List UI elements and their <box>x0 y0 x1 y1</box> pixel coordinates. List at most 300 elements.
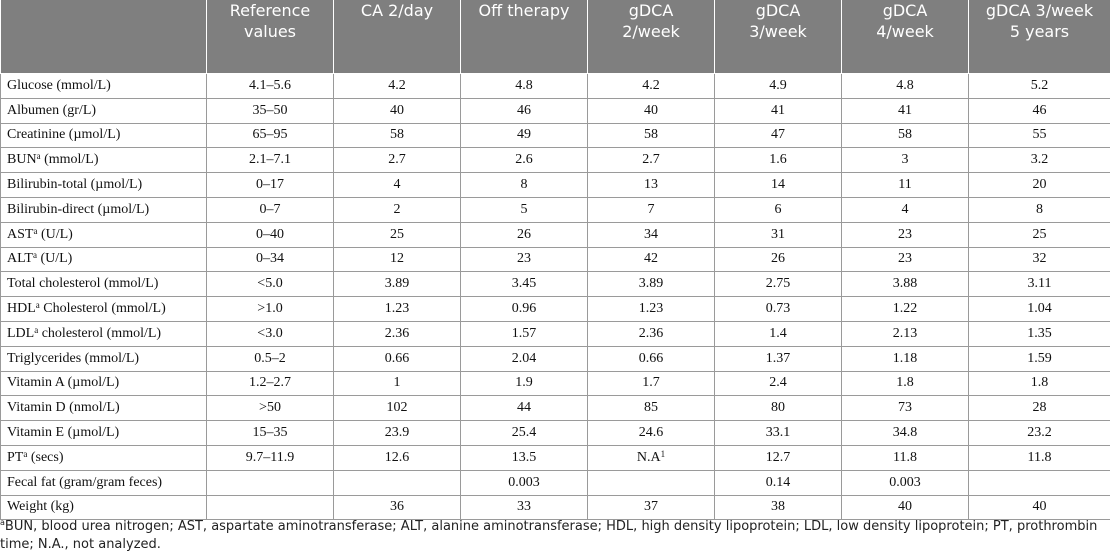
cell-value: 40 <box>644 102 658 118</box>
cell-value: 0.14 <box>765 474 791 490</box>
cell-value: 0–7 <box>259 201 281 217</box>
value-cell <box>334 123 461 148</box>
value-cell <box>842 470 969 495</box>
parameter-name: Total cholesterol (mmol/L) <box>7 276 159 292</box>
column-header <box>207 0 334 74</box>
value-cell <box>461 321 588 346</box>
value-cell <box>588 396 715 421</box>
value-cell <box>588 74 715 99</box>
value-cell <box>588 495 715 520</box>
value-cell <box>842 495 969 520</box>
table-header <box>1 0 1110 74</box>
header-cell-blank <box>1 0 207 74</box>
footnote-marker: a <box>23 448 28 459</box>
parameter-cell <box>1 297 207 322</box>
value-cell <box>588 346 715 371</box>
value-cell <box>461 470 588 495</box>
cell-value: 11.8 <box>893 449 917 465</box>
cell-value: 4 <box>901 201 909 217</box>
value-cell <box>207 123 334 148</box>
value-cell <box>207 197 334 222</box>
cell-value: 24.6 <box>638 425 664 441</box>
value-cell <box>715 222 842 247</box>
value-cell <box>969 272 1110 297</box>
cell-value: 47 <box>771 127 785 143</box>
value-cell <box>207 495 334 520</box>
column-header-line: Reference <box>229 1 311 20</box>
cell-value: 4.9 <box>769 77 787 93</box>
cell-value: 2.75 <box>765 276 791 292</box>
value-cell <box>588 247 715 272</box>
parameter-name: Triglycerides (mmol/L) <box>7 350 140 366</box>
table-row <box>1 272 1110 297</box>
cell-value: 28 <box>1032 400 1047 416</box>
cell-value: 2.7 <box>388 152 406 168</box>
cell-value: 44 <box>517 400 531 416</box>
parameter-cell <box>1 272 207 297</box>
value-cell <box>588 445 715 470</box>
cell-value: 1.4 <box>769 325 787 341</box>
value-cell <box>715 123 842 148</box>
cell-value: 6 <box>774 201 782 217</box>
footnote-marker: a <box>33 225 38 236</box>
cell-value: 12 <box>390 251 404 267</box>
value-cell <box>207 321 334 346</box>
value-cell <box>715 247 842 272</box>
column-header-line: values <box>243 22 297 41</box>
value-cell <box>207 445 334 470</box>
value-cell <box>842 148 969 173</box>
parameter-unit: (U/L) <box>37 226 73 242</box>
parameter-name: Vitamin E (µmol/L) <box>7 425 120 441</box>
table-row <box>1 396 1110 421</box>
cell-value: N.A <box>636 449 661 465</box>
value-cell <box>334 421 461 446</box>
value-cell <box>969 247 1110 272</box>
value-cell <box>715 98 842 123</box>
value-cell <box>588 470 715 495</box>
parameter-name: PT <box>7 449 24 465</box>
table-row <box>1 247 1110 272</box>
cell-value: 1 <box>393 375 401 391</box>
parameter-name: Fecal fat (gram/gram feces) <box>7 474 163 490</box>
parameter-name: HDL <box>7 301 36 317</box>
parameter-name: Vitamin D (nmol/L) <box>7 400 120 416</box>
value-cell <box>969 297 1110 322</box>
parameter-unit: (U/L) <box>36 251 73 267</box>
header-row <box>1 0 1110 74</box>
value-cell <box>461 247 588 272</box>
cell-value: 55 <box>1032 127 1047 143</box>
cell-value: 3.11 <box>1027 276 1052 292</box>
value-cell <box>207 421 334 446</box>
value-cell <box>715 396 842 421</box>
cell-value: 0.96 <box>511 301 537 317</box>
value-cell <box>969 445 1110 470</box>
cell-value: 34.8 <box>892 425 918 441</box>
value-cell <box>842 445 969 470</box>
cell-value: 41 <box>771 102 785 118</box>
value-cell <box>461 222 588 247</box>
value-cell <box>842 173 969 198</box>
cell-value: 26 <box>517 226 531 242</box>
value-cell <box>969 346 1110 371</box>
value-cell <box>842 74 969 99</box>
parameter-name: Weight (kg) <box>7 499 74 515</box>
cell-value: 1.7 <box>642 375 660 391</box>
cell-value: 1.57 <box>511 325 537 341</box>
cell-value: 11 <box>898 177 912 193</box>
value-cell <box>588 222 715 247</box>
cell-value: 0–17 <box>256 177 284 193</box>
cell-value: 3.2 <box>1030 152 1049 168</box>
cell-value: 12.7 <box>765 449 791 465</box>
cell-value: 40 <box>898 499 912 515</box>
cell-value: 2.7 <box>642 152 660 168</box>
value-cell <box>461 173 588 198</box>
cell-value: 0.66 <box>384 350 410 366</box>
table-row <box>1 74 1110 99</box>
cell-value: 23.2 <box>1027 425 1052 441</box>
value-cell <box>969 173 1110 198</box>
cell-value: 0.003 <box>508 474 540 490</box>
value-cell <box>969 74 1110 99</box>
table-row <box>1 445 1110 470</box>
cell-value: 42 <box>644 251 658 267</box>
cell-value: 35–50 <box>252 102 288 118</box>
value-cell <box>715 470 842 495</box>
table-row <box>1 98 1110 123</box>
parameter-unit: Cholesterol (mmol/L) <box>39 301 166 317</box>
cell-value: 12.6 <box>384 449 410 465</box>
value-cell <box>461 495 588 520</box>
cell-value: 46 <box>1032 102 1047 118</box>
column-header-line: 3/week <box>749 22 807 41</box>
cell-value: 7 <box>647 201 655 217</box>
value-cell <box>842 247 969 272</box>
cell-value: >50 <box>259 400 281 416</box>
column-header-line: CA 2/day <box>360 1 434 20</box>
column-header <box>588 0 715 74</box>
parameter-name: Albumen (gr/L) <box>7 102 97 118</box>
value-cell <box>207 470 334 495</box>
cell-value: 38 <box>771 499 785 515</box>
value-cell <box>715 74 842 99</box>
cell-value: 80 <box>771 400 785 416</box>
column-header-line: gDCA <box>755 1 801 20</box>
table-row <box>1 371 1110 396</box>
value-cell <box>334 247 461 272</box>
value-cell <box>461 421 588 446</box>
column-header <box>715 0 842 74</box>
column-header-line: 5 years <box>1009 22 1070 41</box>
value-cell <box>461 98 588 123</box>
value-cell <box>715 272 842 297</box>
value-cell <box>207 346 334 371</box>
value-cell <box>969 371 1110 396</box>
cell-value: 3.88 <box>892 276 918 292</box>
cell-value: 2.36 <box>384 325 410 341</box>
cell-value: 1.22 <box>892 301 918 317</box>
parameter-cell <box>1 321 207 346</box>
parameter-cell <box>1 346 207 371</box>
cell-value: 13 <box>644 177 658 193</box>
value-cell <box>334 272 461 297</box>
parameter-cell <box>1 197 207 222</box>
cell-value: 4.8 <box>515 77 533 93</box>
parameter-unit: (secs) <box>27 449 64 465</box>
table-body <box>1 74 1110 520</box>
value-cell <box>842 123 969 148</box>
value-cell <box>207 371 334 396</box>
footnote-marker: 1 <box>660 448 666 459</box>
cell-value: 3.89 <box>384 276 410 292</box>
value-cell <box>207 148 334 173</box>
value-cell <box>334 222 461 247</box>
value-cell <box>842 222 969 247</box>
parameter-name: ALT <box>7 251 33 267</box>
value-cell <box>207 247 334 272</box>
cell-value: 34 <box>644 226 658 242</box>
cell-value: 1.6 <box>769 152 787 168</box>
value-cell <box>207 272 334 297</box>
parameter-name: AST <box>7 226 34 242</box>
value-cell <box>334 346 461 371</box>
cell-value: 73 <box>898 400 912 416</box>
cell-value: 3.89 <box>638 276 664 292</box>
parameter-cell <box>1 222 207 247</box>
value-cell <box>588 371 715 396</box>
value-cell <box>334 470 461 495</box>
cell-value: 14 <box>771 177 785 193</box>
table-row <box>1 421 1110 446</box>
parameter-cell <box>1 247 207 272</box>
value-cell <box>842 321 969 346</box>
value-cell <box>334 197 461 222</box>
value-cell <box>715 321 842 346</box>
value-cell <box>334 173 461 198</box>
value-cell <box>842 197 969 222</box>
value-cell <box>842 98 969 123</box>
table-row <box>1 495 1110 520</box>
cell-value: 8 <box>1036 201 1043 217</box>
value-cell <box>715 148 842 173</box>
value-cell <box>588 321 715 346</box>
value-cell <box>588 421 715 446</box>
cell-value: 4.8 <box>896 77 914 93</box>
table-row <box>1 123 1110 148</box>
cell-value: 0–40 <box>256 226 284 242</box>
parameter-cell <box>1 98 207 123</box>
footnote-marker: a <box>36 151 41 162</box>
cell-value: 58 <box>390 127 404 143</box>
value-cell <box>715 445 842 470</box>
cell-value: 0.73 <box>765 301 791 317</box>
value-cell <box>588 197 715 222</box>
cell-value: 13.5 <box>511 449 537 465</box>
cell-value: 0–34 <box>256 251 284 267</box>
cell-value: 23 <box>898 226 912 242</box>
footnote-marker: a <box>35 300 40 311</box>
cell-value: 1.8 <box>1030 375 1049 391</box>
table-row <box>1 148 1110 173</box>
cell-value: 2 <box>393 201 401 217</box>
value-cell <box>461 197 588 222</box>
cell-value: 20 <box>1032 177 1047 193</box>
cell-value: 2.04 <box>511 350 537 366</box>
cell-value: 46 <box>517 102 531 118</box>
column-header-line: gDCA <box>628 1 674 20</box>
value-cell <box>207 297 334 322</box>
cell-value: 102 <box>386 400 408 416</box>
value-cell <box>715 495 842 520</box>
value-cell <box>461 371 588 396</box>
cell-value: 9.7–11.9 <box>245 449 295 465</box>
value-cell <box>969 495 1110 520</box>
cell-value: 3 <box>901 152 909 168</box>
cell-value: 3.45 <box>511 276 537 292</box>
value-cell <box>334 321 461 346</box>
value-cell <box>969 222 1110 247</box>
cell-value: 58 <box>898 127 912 143</box>
value-cell <box>461 74 588 99</box>
value-cell <box>207 98 334 123</box>
cell-value: 4.2 <box>642 77 660 93</box>
cell-value: 1.2–2.7 <box>249 375 291 391</box>
parameter-cell <box>1 470 207 495</box>
value-cell <box>715 346 842 371</box>
cell-value: 25.4 <box>511 425 537 441</box>
cell-value: 25 <box>1032 226 1047 242</box>
value-cell <box>969 470 1110 495</box>
cell-value: 0.5–2 <box>254 350 286 366</box>
value-cell <box>715 173 842 198</box>
value-cell <box>334 445 461 470</box>
parameter-unit: cholesterol (mmol/L) <box>38 325 162 341</box>
value-cell <box>842 272 969 297</box>
cell-value: 0.66 <box>638 350 664 366</box>
value-cell <box>207 173 334 198</box>
cell-value: 31 <box>771 226 785 242</box>
column-header <box>461 0 588 74</box>
value-cell <box>334 297 461 322</box>
footnote-text: BUN, blood urea nitrogen; AST, aspartate aminotransferase; ALT, alanine aminotransferase; HDL, high density lipoprotein; LDL, low density lipoprotein; PT, prothrombin time; N.A., not analyzed. <box>0 519 1098 552</box>
cell-value: 25 <box>390 226 404 242</box>
parameter-name: LDL <box>7 325 35 341</box>
parameter-name: Creatinine (µmol/L) <box>7 127 121 143</box>
parameter-cell <box>1 421 207 446</box>
cell-value: 4.2 <box>388 77 406 93</box>
cell-value: 1.04 <box>1027 301 1052 317</box>
cell-value: 85 <box>644 400 658 416</box>
cell-value: 33.1 <box>765 425 791 441</box>
value-cell <box>461 396 588 421</box>
column-header-line: 4/week <box>876 22 934 41</box>
value-cell <box>334 396 461 421</box>
table-row <box>1 197 1110 222</box>
cell-value: 5.2 <box>1030 77 1049 93</box>
parameter-cell <box>1 148 207 173</box>
value-cell <box>842 421 969 446</box>
value-cell <box>588 98 715 123</box>
value-cell <box>461 297 588 322</box>
value-cell <box>334 495 461 520</box>
parameter-name: BUN <box>7 152 37 168</box>
column-header-line: Off therapy <box>478 1 570 20</box>
value-cell <box>461 148 588 173</box>
value-cell <box>715 297 842 322</box>
value-cell <box>207 396 334 421</box>
value-cell <box>842 346 969 371</box>
cell-value: 1.18 <box>892 350 918 366</box>
value-cell <box>207 74 334 99</box>
column-header <box>334 0 461 74</box>
cell-value: 1.8 <box>896 375 914 391</box>
value-cell <box>969 321 1110 346</box>
parameter-cell <box>1 495 207 520</box>
cell-value: 2.36 <box>638 325 664 341</box>
cell-value: 15–35 <box>252 425 288 441</box>
value-cell <box>334 371 461 396</box>
cell-value: 58 <box>644 127 658 143</box>
cell-value: 1.37 <box>765 350 791 366</box>
cell-value: <3.0 <box>257 325 283 341</box>
cell-value: 49 <box>517 127 531 143</box>
value-cell <box>842 371 969 396</box>
value-cell <box>969 148 1110 173</box>
cell-value: 40 <box>390 102 404 118</box>
cell-value: 4.1–5.6 <box>249 77 291 93</box>
value-cell <box>588 297 715 322</box>
cell-value: 23 <box>898 251 912 267</box>
value-cell <box>842 297 969 322</box>
value-cell <box>842 396 969 421</box>
value-cell <box>969 123 1110 148</box>
table-footnote <box>0 518 1110 554</box>
cell-value: 23.9 <box>384 425 410 441</box>
cell-value: 1.23 <box>638 301 664 317</box>
footnote-marker: a <box>34 324 39 335</box>
parameter-unit: (mmol/L) <box>40 152 99 168</box>
table-row <box>1 470 1110 495</box>
column-header-line: gDCA 3/week <box>985 1 1094 20</box>
table-row <box>1 222 1110 247</box>
column-header-line: 2/week <box>622 22 680 41</box>
parameter-cell <box>1 445 207 470</box>
cell-value: 1.23 <box>384 301 410 317</box>
parameter-cell <box>1 371 207 396</box>
cell-value: 41 <box>898 102 912 118</box>
parameter-name: Vitamin A (µmol/L) <box>7 375 120 391</box>
value-cell <box>588 123 715 148</box>
parameter-cell <box>1 123 207 148</box>
value-cell <box>969 98 1110 123</box>
parameter-cell <box>1 74 207 99</box>
value-cell <box>334 74 461 99</box>
cell-value: 32 <box>1032 251 1047 267</box>
value-cell <box>715 421 842 446</box>
table-row <box>1 173 1110 198</box>
value-cell <box>969 421 1110 446</box>
footnote-marker: a <box>32 250 37 261</box>
parameter-cell <box>1 396 207 421</box>
table-row <box>1 321 1110 346</box>
value-cell <box>969 197 1110 222</box>
cell-value: 40 <box>1032 499 1047 515</box>
cell-value: 2.1–7.1 <box>249 152 291 168</box>
cell-value: 8 <box>520 177 528 193</box>
value-cell <box>461 272 588 297</box>
